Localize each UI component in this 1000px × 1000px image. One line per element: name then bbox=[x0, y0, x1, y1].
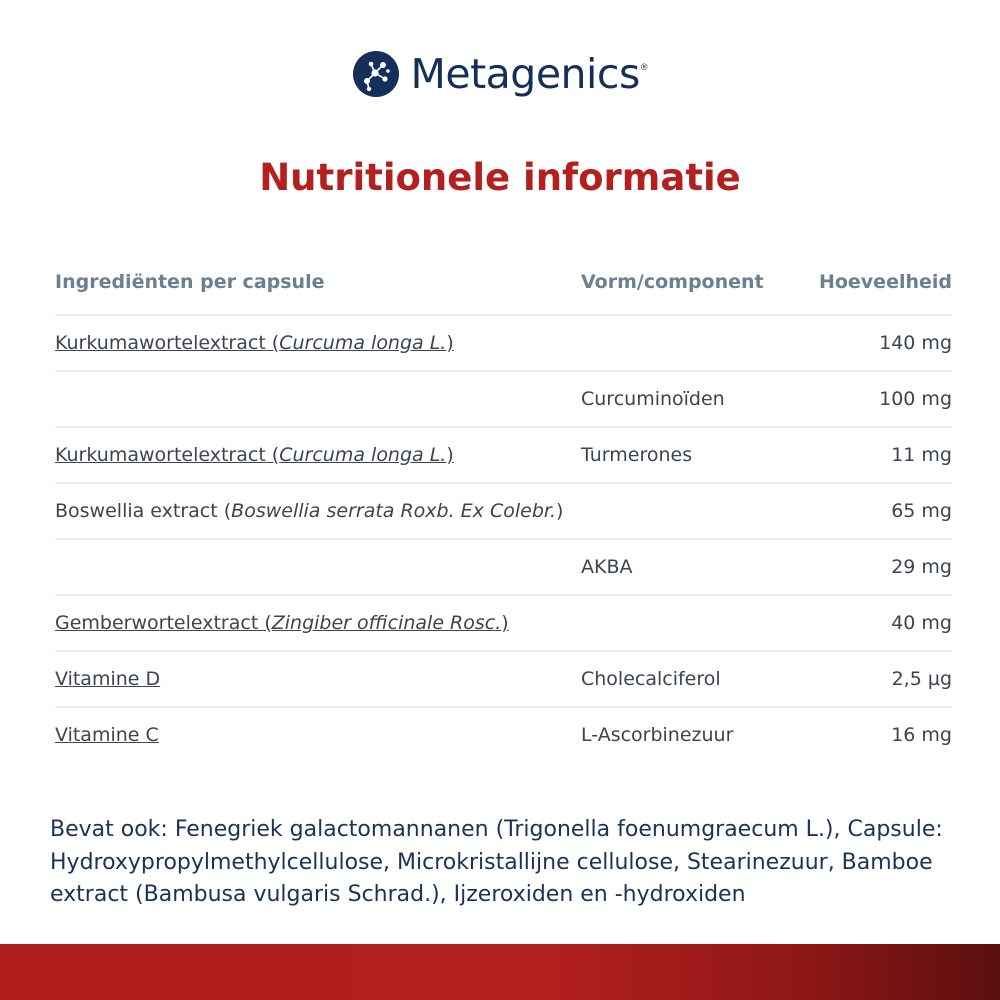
table-header bbox=[55, 250, 952, 316]
table-row bbox=[55, 428, 952, 484]
amount-cell: 40 mg bbox=[891, 612, 952, 634]
ingredient-text: Boswellia extract (Boswellia serrata Roxb. Ex Colebr.) bbox=[55, 500, 564, 522]
molecule-logo-icon bbox=[353, 51, 399, 97]
ingredient-cell bbox=[55, 332, 581, 354]
header-form: Vorm/component bbox=[581, 271, 764, 293]
form-cell: Curcuminoïden bbox=[581, 388, 725, 410]
table-row bbox=[55, 652, 952, 708]
form-cell: Cholecalciferol bbox=[581, 668, 721, 690]
ingredient-link[interactable]: Vitamine C bbox=[55, 724, 159, 746]
ingredient-link[interactable]: Vitamine D bbox=[55, 668, 161, 690]
ingredient-cell bbox=[55, 444, 581, 466]
table-row bbox=[55, 372, 952, 428]
table-row bbox=[55, 596, 952, 652]
footer-bar bbox=[0, 944, 1000, 1000]
table-row bbox=[55, 316, 952, 372]
also-contains-text: Bevat ook: Fenegriek galactomannanen (Trigonella foenumgraecum L.), Capsule: Hydroxypropylmethylcellulose, Microkristallijne cellulose, Stearinezuur, Bamboe extract (Bambusa vulgaris Schrad.), Ijzeroxiden en -hydroxiden bbox=[50, 817, 943, 907]
header-amount: Hoeveelheid bbox=[818, 271, 952, 293]
header-ingredient: Ingrediënten per capsule bbox=[55, 271, 325, 293]
form-cell: AKBA bbox=[581, 556, 633, 578]
brand-logo bbox=[0, 50, 1000, 98]
amount-cell: 65 mg bbox=[891, 500, 952, 522]
ingredient-cell bbox=[55, 612, 581, 634]
amount-cell: 29 mg bbox=[891, 556, 952, 578]
ingredient-link[interactable]: Gemberwortelextract (Zingiber officinale Rosc.) bbox=[55, 612, 509, 634]
amount-cell: 11 mg bbox=[891, 444, 952, 466]
form-cell: Turmerones bbox=[581, 444, 693, 466]
ingredient-cell bbox=[55, 500, 581, 522]
table-row bbox=[55, 708, 952, 762]
amount-cell: 16 mg bbox=[891, 724, 952, 746]
brand-name: Metagenics bbox=[410, 50, 640, 98]
page-title: Nutritionele informatie bbox=[259, 156, 741, 199]
ingredient-link[interactable]: Kurkumawortelextract (Curcuma longa L.) bbox=[55, 444, 454, 466]
nutrition-table bbox=[55, 250, 952, 762]
registered-mark: ® bbox=[640, 62, 648, 72]
table-row bbox=[55, 540, 952, 596]
ingredient-cell bbox=[55, 724, 581, 746]
ingredient-link[interactable]: Kurkumawortelextract (Curcuma longa L.) bbox=[55, 332, 454, 354]
form-cell: L-Ascorbinezuur bbox=[581, 724, 734, 746]
ingredient-cell bbox=[55, 668, 581, 690]
table-row bbox=[55, 484, 952, 540]
amount-cell: 140 mg bbox=[879, 332, 952, 354]
amount-cell: 100 mg bbox=[879, 388, 952, 410]
amount-cell: 2,5 µg bbox=[891, 668, 952, 690]
